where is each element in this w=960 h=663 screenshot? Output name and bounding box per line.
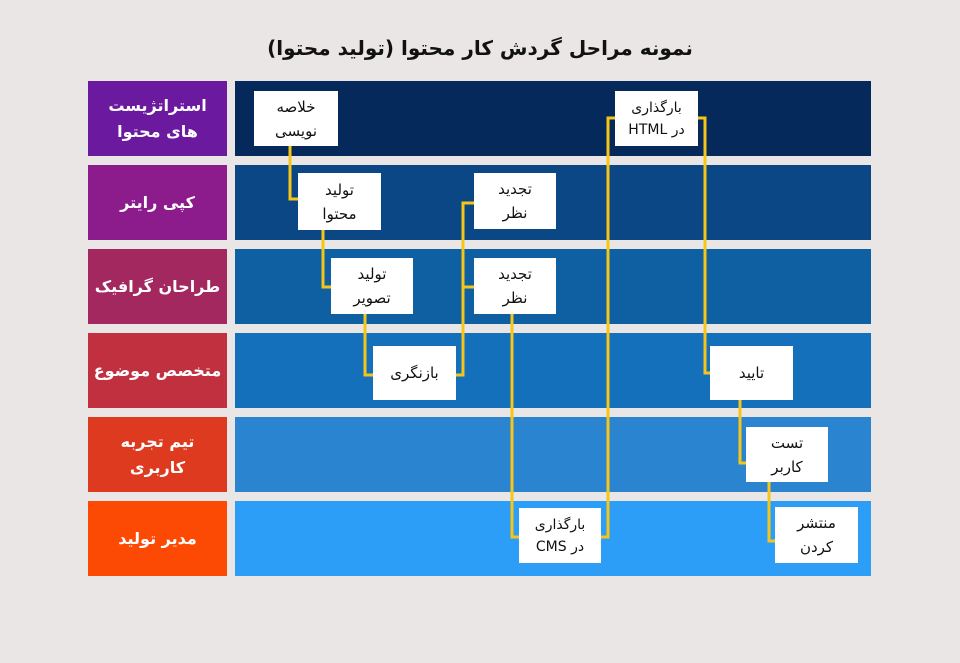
task-approval: تایید bbox=[710, 346, 793, 400]
row-label-content-strategists: استراتژیست های محتوا bbox=[88, 81, 227, 156]
connector-inspection-to-review bbox=[456, 203, 474, 375]
row-label-graphic-designers: طراحان گرافیک bbox=[88, 249, 227, 324]
connector-cms-to-html bbox=[601, 118, 615, 537]
task-content-production: تولید محتوا bbox=[298, 173, 381, 230]
row-label-ux-team: تیم تجربه کاربری bbox=[88, 417, 227, 492]
row-label-copywriter: کپی رایتر bbox=[88, 165, 227, 240]
task-image-production: تولید تصویر bbox=[331, 258, 413, 314]
task-summary-writing: خلاصه نویسی bbox=[254, 91, 338, 146]
task-user-test: تست کاربر bbox=[746, 427, 828, 482]
row-label-subject-expert: متخصص موضوع bbox=[88, 333, 227, 408]
connector-image-to-inspection bbox=[365, 314, 373, 375]
task-cms-upload: بارگذاری در CMS bbox=[519, 508, 601, 563]
connector-html-to-approval bbox=[698, 118, 710, 373]
task-publish: منتشر کردن bbox=[775, 507, 858, 563]
task-inspection: بازنگری bbox=[373, 346, 456, 400]
diagram-title: نمونه مراحل گردش کار محتوا (تولید محتوا) bbox=[267, 36, 693, 60]
row-label-production-manager: مدیر تولید bbox=[88, 501, 227, 576]
connector-summary-to-content bbox=[290, 146, 298, 199]
task-review-graphic: تجدید نظر bbox=[474, 258, 556, 314]
connector-review-to-cms bbox=[512, 314, 519, 537]
task-html-upload: بارگذاری در HTML bbox=[615, 91, 698, 146]
connector-content-to-image bbox=[323, 230, 331, 287]
task-review-copy: تجدید نظر bbox=[474, 173, 556, 229]
